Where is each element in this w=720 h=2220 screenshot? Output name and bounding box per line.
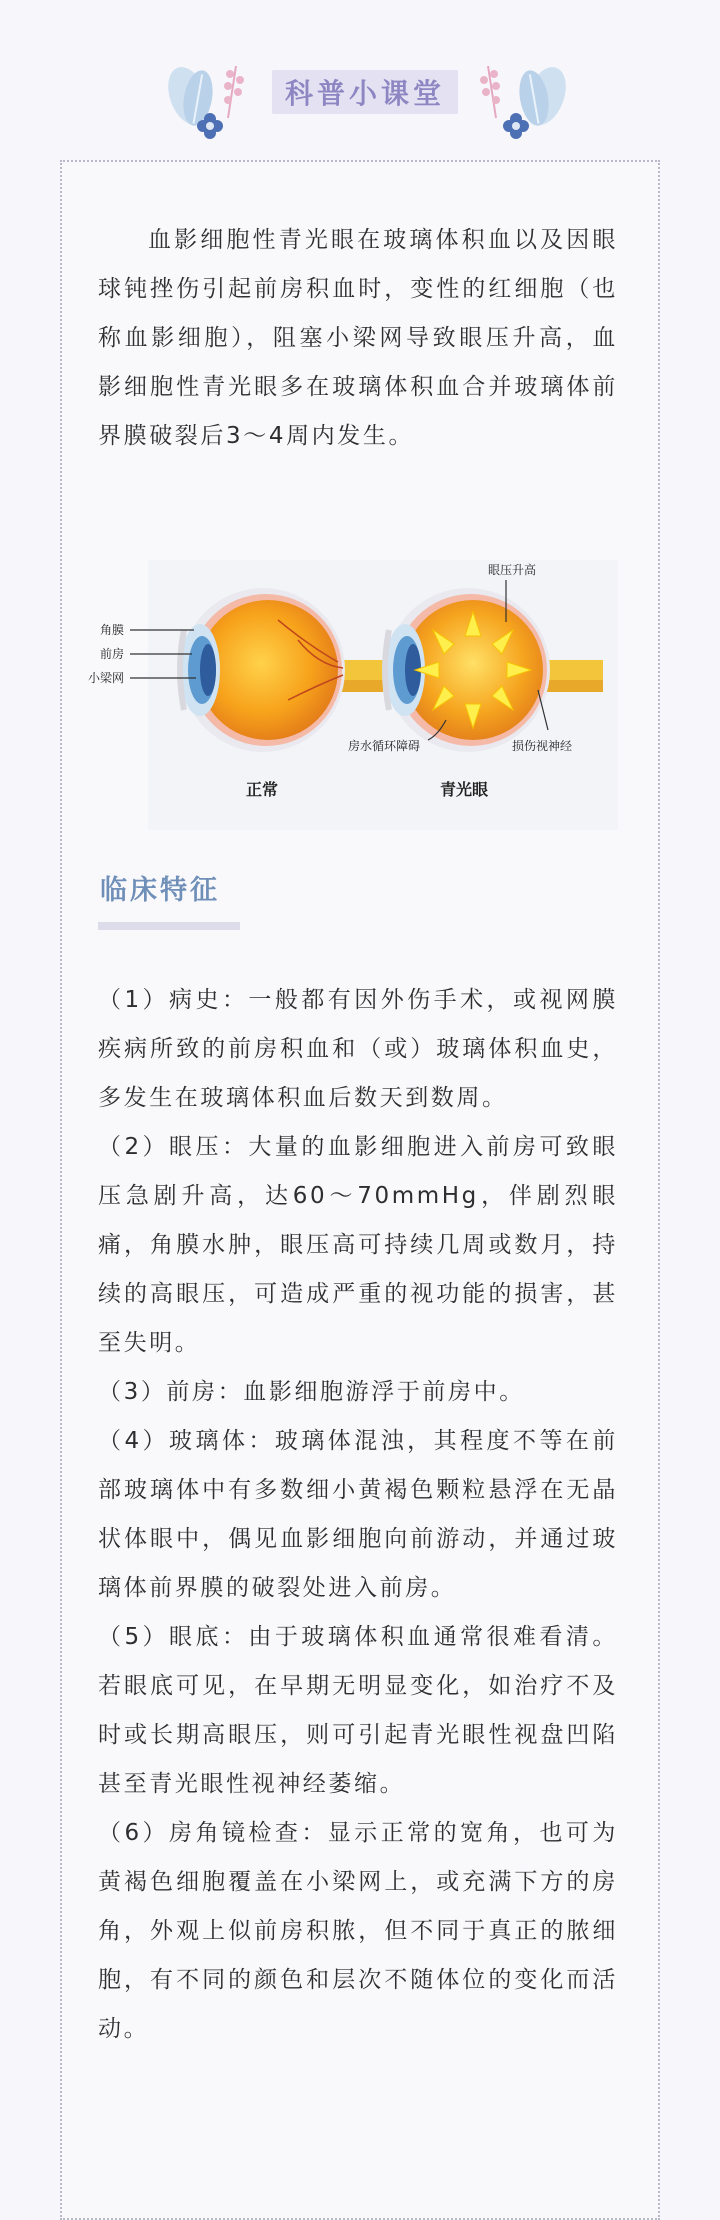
left-leaf-decoration [158,58,278,148]
intro-paragraph: 血影细胞性青光眼在玻璃体积血以及因眼球钝挫伤引起前房积血时，变性的红细胞（也称血影细胞），阻塞小梁网导致眼压升高，血影细胞性青光眼多在玻璃体积血合并玻璃体前界膜破裂后3～4周内发生。 [98,227,618,449]
label-optic-damage: 损伤视神经 [512,739,573,753]
clinical-item-vitreous: （4）玻璃体：玻璃体混浊，其程度不等在前部玻璃体中有多数细小黄褐色颗粒悬浮在无晶状体眼中，偶见血影细胞向前游动，并通过玻璃体前界膜的破裂处进入前房。 [98,1428,618,1601]
label-cornea: 角膜 [100,623,125,637]
label-trabecular: 小梁网 [88,671,125,685]
banner-title-box [272,70,458,114]
section-title: 临床特征 [100,875,220,906]
right-leaf-decoration [458,58,578,148]
label-iop-rise: 眼压升高 [488,563,537,577]
section-underline [98,922,240,930]
clinical-item-gonioscopy: （6）房角镜检查：显示正常的宽角，也可为黄褐色细胞覆盖在小梁网上，或充满下方的房角，外观上似前房积脓，但不同于真正的脓细胞，有不同的颜色和层次不随体位的变化而活动。 [98,1820,618,2042]
label-anterior-chamber: 前房 [100,647,125,661]
header-banner [0,0,720,150]
right-flower-icon [503,113,529,139]
clinical-item-iop: （2）眼压：大量的血影细胞进入前房可致眼压急剧升高，达60～70mmHg，伴剧烈眼痛，角膜水肿，眼压高可持续几周或数月，持续的高眼压，可造成严重的视功能的损害，甚至失明。 [98,1134,618,1356]
label-aqueous-block: 房水循环障碍 [348,739,421,753]
clinical-item-fundus: （5）眼底：由于玻璃体积血通常很难看清。若眼底可见，在早期无明显变化，如治疗不及时或长期高眼压，则可引起青光眼性视盘凹陷甚至青光眼性视神经萎缩。 [98,1624,618,1797]
eye-illustration [88,550,628,840]
banner-title: 科普小课堂 [284,77,445,110]
clinical-item-anterior-chamber: （3）前房：血影细胞游浮于前房中。 [98,1379,525,1405]
label-normal: 正常 [246,780,279,799]
label-glaucoma: 青光眼 [440,780,489,799]
clinical-features-list [98,976,618,2054]
clinical-item-history: （1）病史：一般都有因外伤手术，或视网膜疾病所致的前房积血和（或）玻璃体积血史，多发生在玻璃体积血后数天到数周。 [98,987,618,1111]
